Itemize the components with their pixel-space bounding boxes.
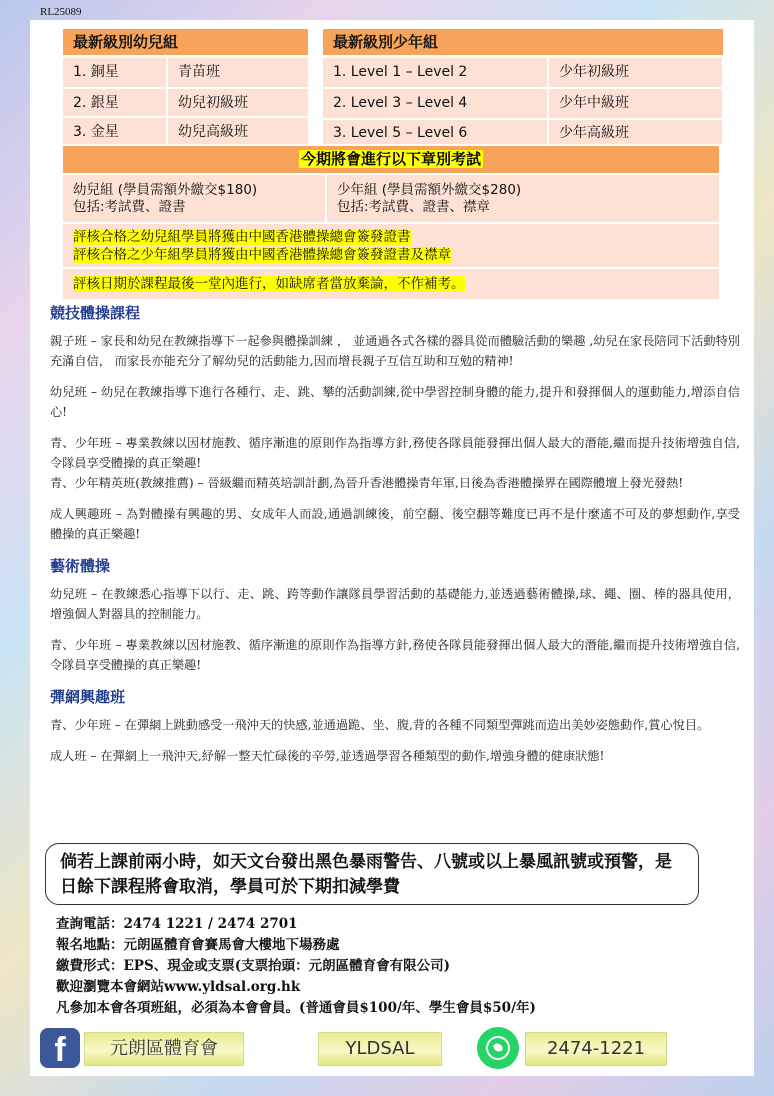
exam-note-date: 評核日期於課程最後一堂內進行，如缺席者當放棄論，不作補考。 — [73, 276, 465, 292]
exam-note-junior: 評核合格之幼兒組學員將獲由中國香港體操總會簽發證書 — [73, 229, 411, 245]
para-youth: 青、少年班 – 專業教練以因材施教、循序漸進的原則作為指導方針,務使各隊員能發揮出個人最大的潛能,繼而提升技術增強自信,令隊員享受體操的真正樂趣! — [50, 436, 740, 470]
junior-level-3: 3. 金星 — [63, 118, 166, 144]
whatsapp-number: 2474-1221 — [525, 1032, 667, 1066]
section-title-trampoline: 彈網興趣班 — [50, 688, 126, 706]
para-trampoline-youth: 青、少年班 – 在彈網上跳動感受一飛沖天的快感,並通過跪、坐、腹,背的各種不同類型彈跳而造出美妙姿態動作,賞心悅目。 — [50, 718, 710, 732]
section-title-artistic: 競技體操課程 — [50, 304, 141, 322]
info-phone: 查詢電話：2474 1221 / 2474 2701 — [56, 916, 298, 932]
youth-level-2: 2. Level 3 – Level 4 — [323, 89, 547, 118]
para-rhythmic-kids: 幼兒班 – 在教練悉心指導下以行、走、跳、跨等動作讓隊員學習活動的基礎能力,並透過藝術體操,球、繩、圈、棒的器具使用，增強個人對器具的控制能力。 — [50, 587, 740, 621]
info-membership: 凡參加本會各項班組，必須為本會會員。(普通會員$100/年、學生會員$50/年) — [56, 1000, 536, 1016]
contact-info — [56, 914, 536, 1019]
youth-class-1: 少年初級班 — [549, 58, 722, 87]
para-kids: 幼兒班 – 幼兒在教練指導下進行各種行、走、跳、攀的活動訓練,從中學習控制身體的能力,提升和發揮個人的運動能力,增添自信心! — [50, 385, 740, 419]
exam-youth-box — [327, 175, 719, 222]
facebook-name: 元朗區體育會 — [84, 1032, 244, 1066]
junior-class-3: 幼兒高級班 — [168, 118, 308, 144]
info-payment: 繳費形式：EPS、現金或支票(支票抬頭：元朗區體育會有限公司) — [56, 958, 450, 974]
exam-note-youth: 評核合格之少年組學員將獲由中國香港體操總會簽發證書及襟章 — [73, 247, 451, 263]
exam-youth-fee: 少年組 (學員需額外繳交$280) — [337, 182, 522, 198]
para-trampoline-adult: 成人班 – 在彈網上一飛沖天,紓解一整天忙碌後的辛勞,並透過學習各種類型的動作,增強身體的健康狀態! — [50, 749, 605, 763]
weather-notice: 倘若上課前兩小時，如天文台發出黑色暴雨警告、八號或以上暴風訊號或預警，是日餘下課程將會取消，學員可於下期扣減學費 — [45, 843, 699, 905]
youth-levels-title: 最新級別少年組 — [323, 29, 723, 55]
exam-title: 今期將會進行以下章別考試 — [300, 150, 481, 168]
para-parent-child: 親子班 – 家長和幼兒在教練指導下一起參與體操訓練 ， 並通過各式各樣的器具從而體驗活動的樂趣 ,幼兒在家長陪同下活動特別充滿自信， 而家長亦能充分了解幼兒的活動能力,因而增長親子互信互助和互勉的精神! — [50, 334, 740, 368]
youth-class-2: 少年中級班 — [549, 89, 722, 118]
exam-youth-includes: 包括:考試費、證書、襟章 — [337, 199, 491, 215]
info-website: 歡迎瀏覽本會網站www.yldsal.org.hk — [56, 979, 301, 995]
brand-name: YLDSAL — [318, 1032, 442, 1066]
info-location: 報名地點：元朗區體育會賽馬會大樓地下場務處 — [56, 937, 340, 953]
junior-class-1: 青苗班 — [168, 58, 308, 87]
exam-junior-includes: 包括:考試費、證書 — [73, 199, 186, 215]
junior-levels-title: 最新級別幼兒組 — [63, 29, 308, 55]
course-descriptions — [50, 302, 740, 777]
section-title-rhythmic: 藝術體操 — [50, 557, 111, 575]
exam-title-bar — [63, 146, 719, 173]
exam-certificate-notes — [63, 224, 719, 267]
junior-level-1: 1. 銅星 — [63, 58, 166, 87]
youth-level-3: 3. Level 5 – Level 6 — [323, 120, 547, 144]
junior-class-2: 幼兒初級班 — [168, 89, 308, 116]
youth-class-3: 少年高級班 — [549, 120, 722, 144]
junior-level-2: 2. 銀星 — [63, 89, 166, 116]
exam-junior-fee: 幼兒組 (學員需額外繳交$180) — [73, 182, 258, 198]
para-adult: 成人興趣班 – 為對體操有興趣的男、女成年人而設,通過訓練後，前空翻、後空翻等難度已再不是什麼遙不可及的夢想動作,享受體操的真正樂趣! — [50, 507, 740, 541]
exam-junior-box — [63, 175, 325, 222]
para-rhythmic-youth: 青、少年班 – 專業教練以因材施教、循序漸進的原則作為指導方針,務使各隊員能發揮出個人最大的潛能,繼而提升技術增強自信,令隊員享受體操的真正樂趣! — [50, 638, 740, 672]
para-elite: 青、少年精英班(教練推薦) – 晉級繼而精英培訓計劃,為晉升香港體操青年軍,日後為香港體操界在國際體壇上發光發熱! — [50, 476, 684, 490]
document-code: RL25089 — [40, 6, 82, 18]
whatsapp-icon[interactable] — [477, 1027, 519, 1069]
youth-level-1: 1. Level 1 – Level 2 — [323, 58, 547, 87]
exam-date-note-box — [63, 269, 719, 299]
facebook-icon[interactable]: f — [40, 1028, 80, 1068]
